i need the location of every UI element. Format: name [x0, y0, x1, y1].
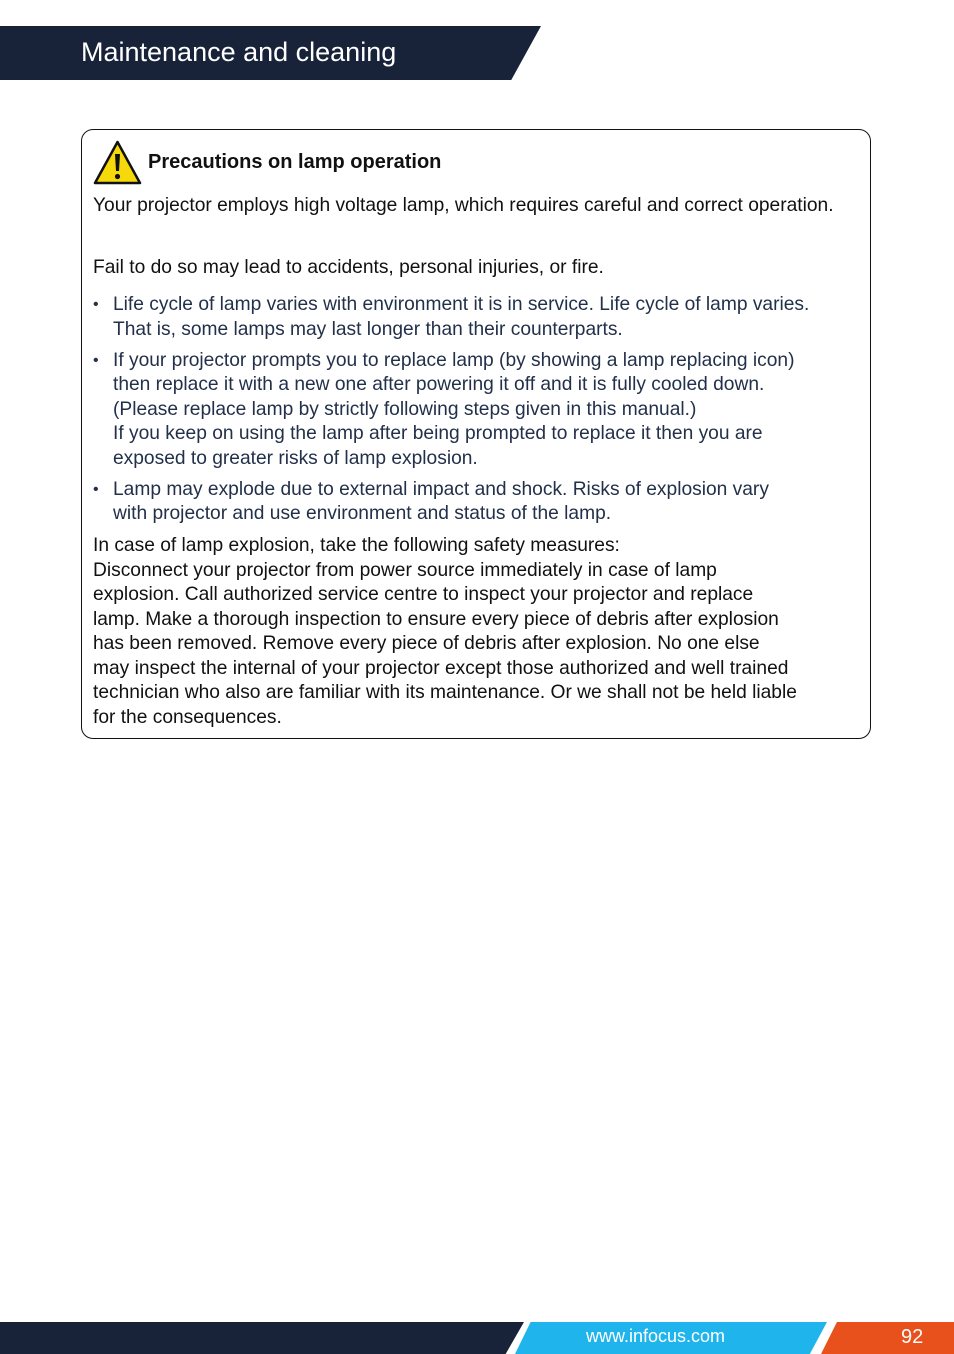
paragraph-line: Disconnect your projector from power source immediately in case of lamp [93, 559, 717, 581]
footer-url-link[interactable]: www.infocus.com [586, 1326, 726, 1346]
page-number: 92 [901, 1326, 924, 1348]
list-item-line: That is, some lamps may last longer than their counterparts. [113, 318, 623, 340]
bullet-icon: • [93, 296, 99, 313]
bullet-icon: • [93, 351, 99, 369]
intro-paragraph: Your projector employs high voltage lamp, which requires careful and correct operation. [93, 195, 834, 216]
list-item-line: If your projector prompts you to replace lamp (by showing a lamp replacing icon) [113, 349, 795, 371]
footer-band-navy [0, 1322, 524, 1354]
list-item [93, 293, 865, 342]
page-title: Maintenance and cleaning [81, 37, 397, 67]
list-item [93, 349, 865, 472]
list-item-line: exposed to greater risks of lamp explosion. [113, 447, 478, 469]
paragraph-line: for the consequences. [93, 706, 282, 728]
paragraph-line: lamp. Make a thorough inspection to ensure every piece of debris after explosion [93, 608, 779, 630]
list-item-line: If you keep on using the lamp after being prompted to replace it then you are [113, 423, 763, 444]
precaution-list [93, 293, 865, 533]
notice-title: Precautions on lamp operation [148, 151, 442, 173]
list-item-line: with projector and use environment and status of the lamp. [113, 503, 612, 524]
list-item-line: Life cycle of lamp varies with environment it is in service. Life cycle of lamp varies. [113, 294, 810, 315]
paragraph-line: In case of lamp explosion, take the following safety measures: [93, 535, 620, 556]
paragraph-line: explosion. Call authorized service centre to inspect your projector and replace [93, 584, 754, 605]
list-item-line: then replace it with a new one after powering it off and it is fully cooled down. [113, 374, 765, 395]
bullet-icon: • [93, 480, 99, 498]
warning-paragraph: Fail to do so may lead to accidents, personal injuries, or fire. [93, 257, 604, 278]
footer-band-orange [821, 1322, 954, 1354]
paragraph-line: has been removed. Remove every piece of debris after explosion. No one else [93, 633, 760, 654]
list-item-line: (Please replace lamp by strictly following steps given in this manual.) [113, 398, 697, 420]
list-item-line: Lamp may explode due to external impact and shock. Risks of explosion vary [113, 478, 769, 500]
list-item [93, 478, 865, 527]
paragraph-line: technician who also are familiar with its maintenance. Or we shall not be held liable [93, 682, 797, 703]
warning-triangle-icon [93, 140, 142, 185]
explosion-measures-paragraph [93, 534, 865, 730]
paragraph-line: may inspect the internal of your projector except those authorized and well trained [93, 657, 789, 679]
